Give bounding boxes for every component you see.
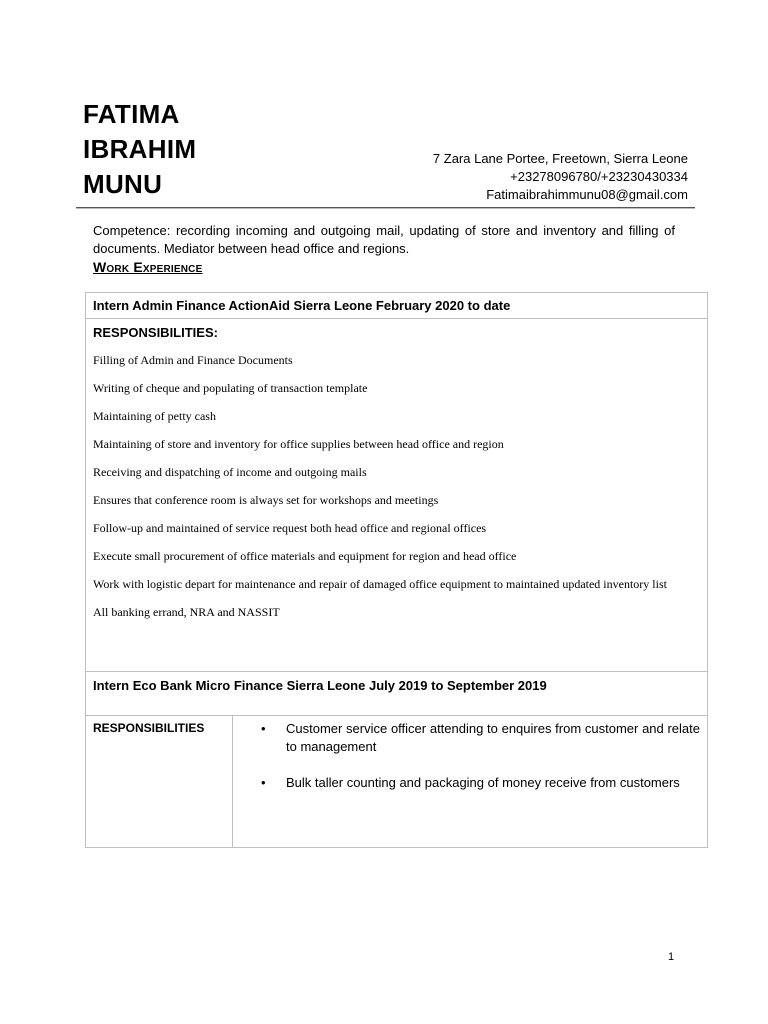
responsibility-item: Follow-up and maintained of service request both head office and regional offices — [93, 521, 487, 535]
responsibilities-cell — [233, 716, 707, 847]
responsibility-item — [261, 720, 700, 756]
responsibilities-label: RESPONSIBILITIES: — [93, 325, 218, 340]
candidate-name — [83, 97, 196, 202]
responsibility-item: Receiving and dispatching of income and outgoing mails — [93, 465, 367, 479]
name-line-last: MUNU — [83, 169, 163, 199]
name-line-middle: IBRAHIM — [83, 134, 197, 164]
job-responsibilities-ecobank — [86, 715, 707, 847]
name-line-first: FATIMA — [83, 99, 180, 129]
responsibility-item: Maintaining of store and inventory for office supplies between head office and region — [93, 437, 504, 451]
responsibility-item: Ensures that conference room is always set for workshops and meetings — [93, 493, 439, 507]
contact-address: 7 Zara Lane Portee, Freetown, Sierra Leone — [432, 151, 688, 166]
responsibility-item — [261, 774, 700, 792]
responsibility-item: Work with logistic depart for maintenance and repair of damaged office equipment to maintained updated inventory list — [93, 577, 667, 591]
work-experience-table — [85, 292, 708, 848]
competence-summary: Competence: recording incoming and outgoing mail, updating of store and inventory and filling of documents. Mediator between head office and regions. — [93, 223, 675, 256]
responsibility-item: Maintaining of petty cash — [93, 409, 216, 423]
responsibilities-list — [261, 720, 700, 792]
responsibility-item: Filling of Admin and Finance Documents — [93, 353, 293, 367]
responsibilities-label: RESPONSIBILITIES — [86, 716, 233, 847]
job-title-actionaid: Intern Admin Finance ActionAid Sierra Leone February 2020 to date — [93, 298, 511, 313]
contact-info — [433, 150, 688, 204]
page-number: 1 — [668, 951, 675, 963]
bullet-icon: • — [261, 775, 266, 790]
contact-email: Fatimaibrahimmunu08@gmail.com — [486, 187, 688, 202]
contact-phone: +23278096780/+23230430334 — [510, 169, 688, 184]
responsibility-item: All banking errand, NRA and NASSIT — [93, 605, 280, 619]
responsibility-text: Customer service officer attending to enquires from customer and relate to management — [286, 721, 700, 754]
responsibility-item: Writing of cheque and populating of transaction template — [93, 381, 368, 395]
header-divider — [76, 207, 695, 208]
bullet-icon: • — [261, 721, 266, 736]
responsibilities-list — [93, 353, 700, 619]
responsibility-text: Bulk taller counting and packaging of money receive from customers — [286, 775, 680, 790]
work-experience-heading: Work Experience — [93, 259, 203, 275]
job-responsibilities-actionaid — [86, 318, 707, 671]
responsibility-item: Execute small procurement of office materials and equipment for region and head office — [93, 549, 517, 563]
job-title-ecobank: Intern Eco Bank Micro Finance Sierra Leone July 2019 to September 2019 — [86, 671, 707, 715]
